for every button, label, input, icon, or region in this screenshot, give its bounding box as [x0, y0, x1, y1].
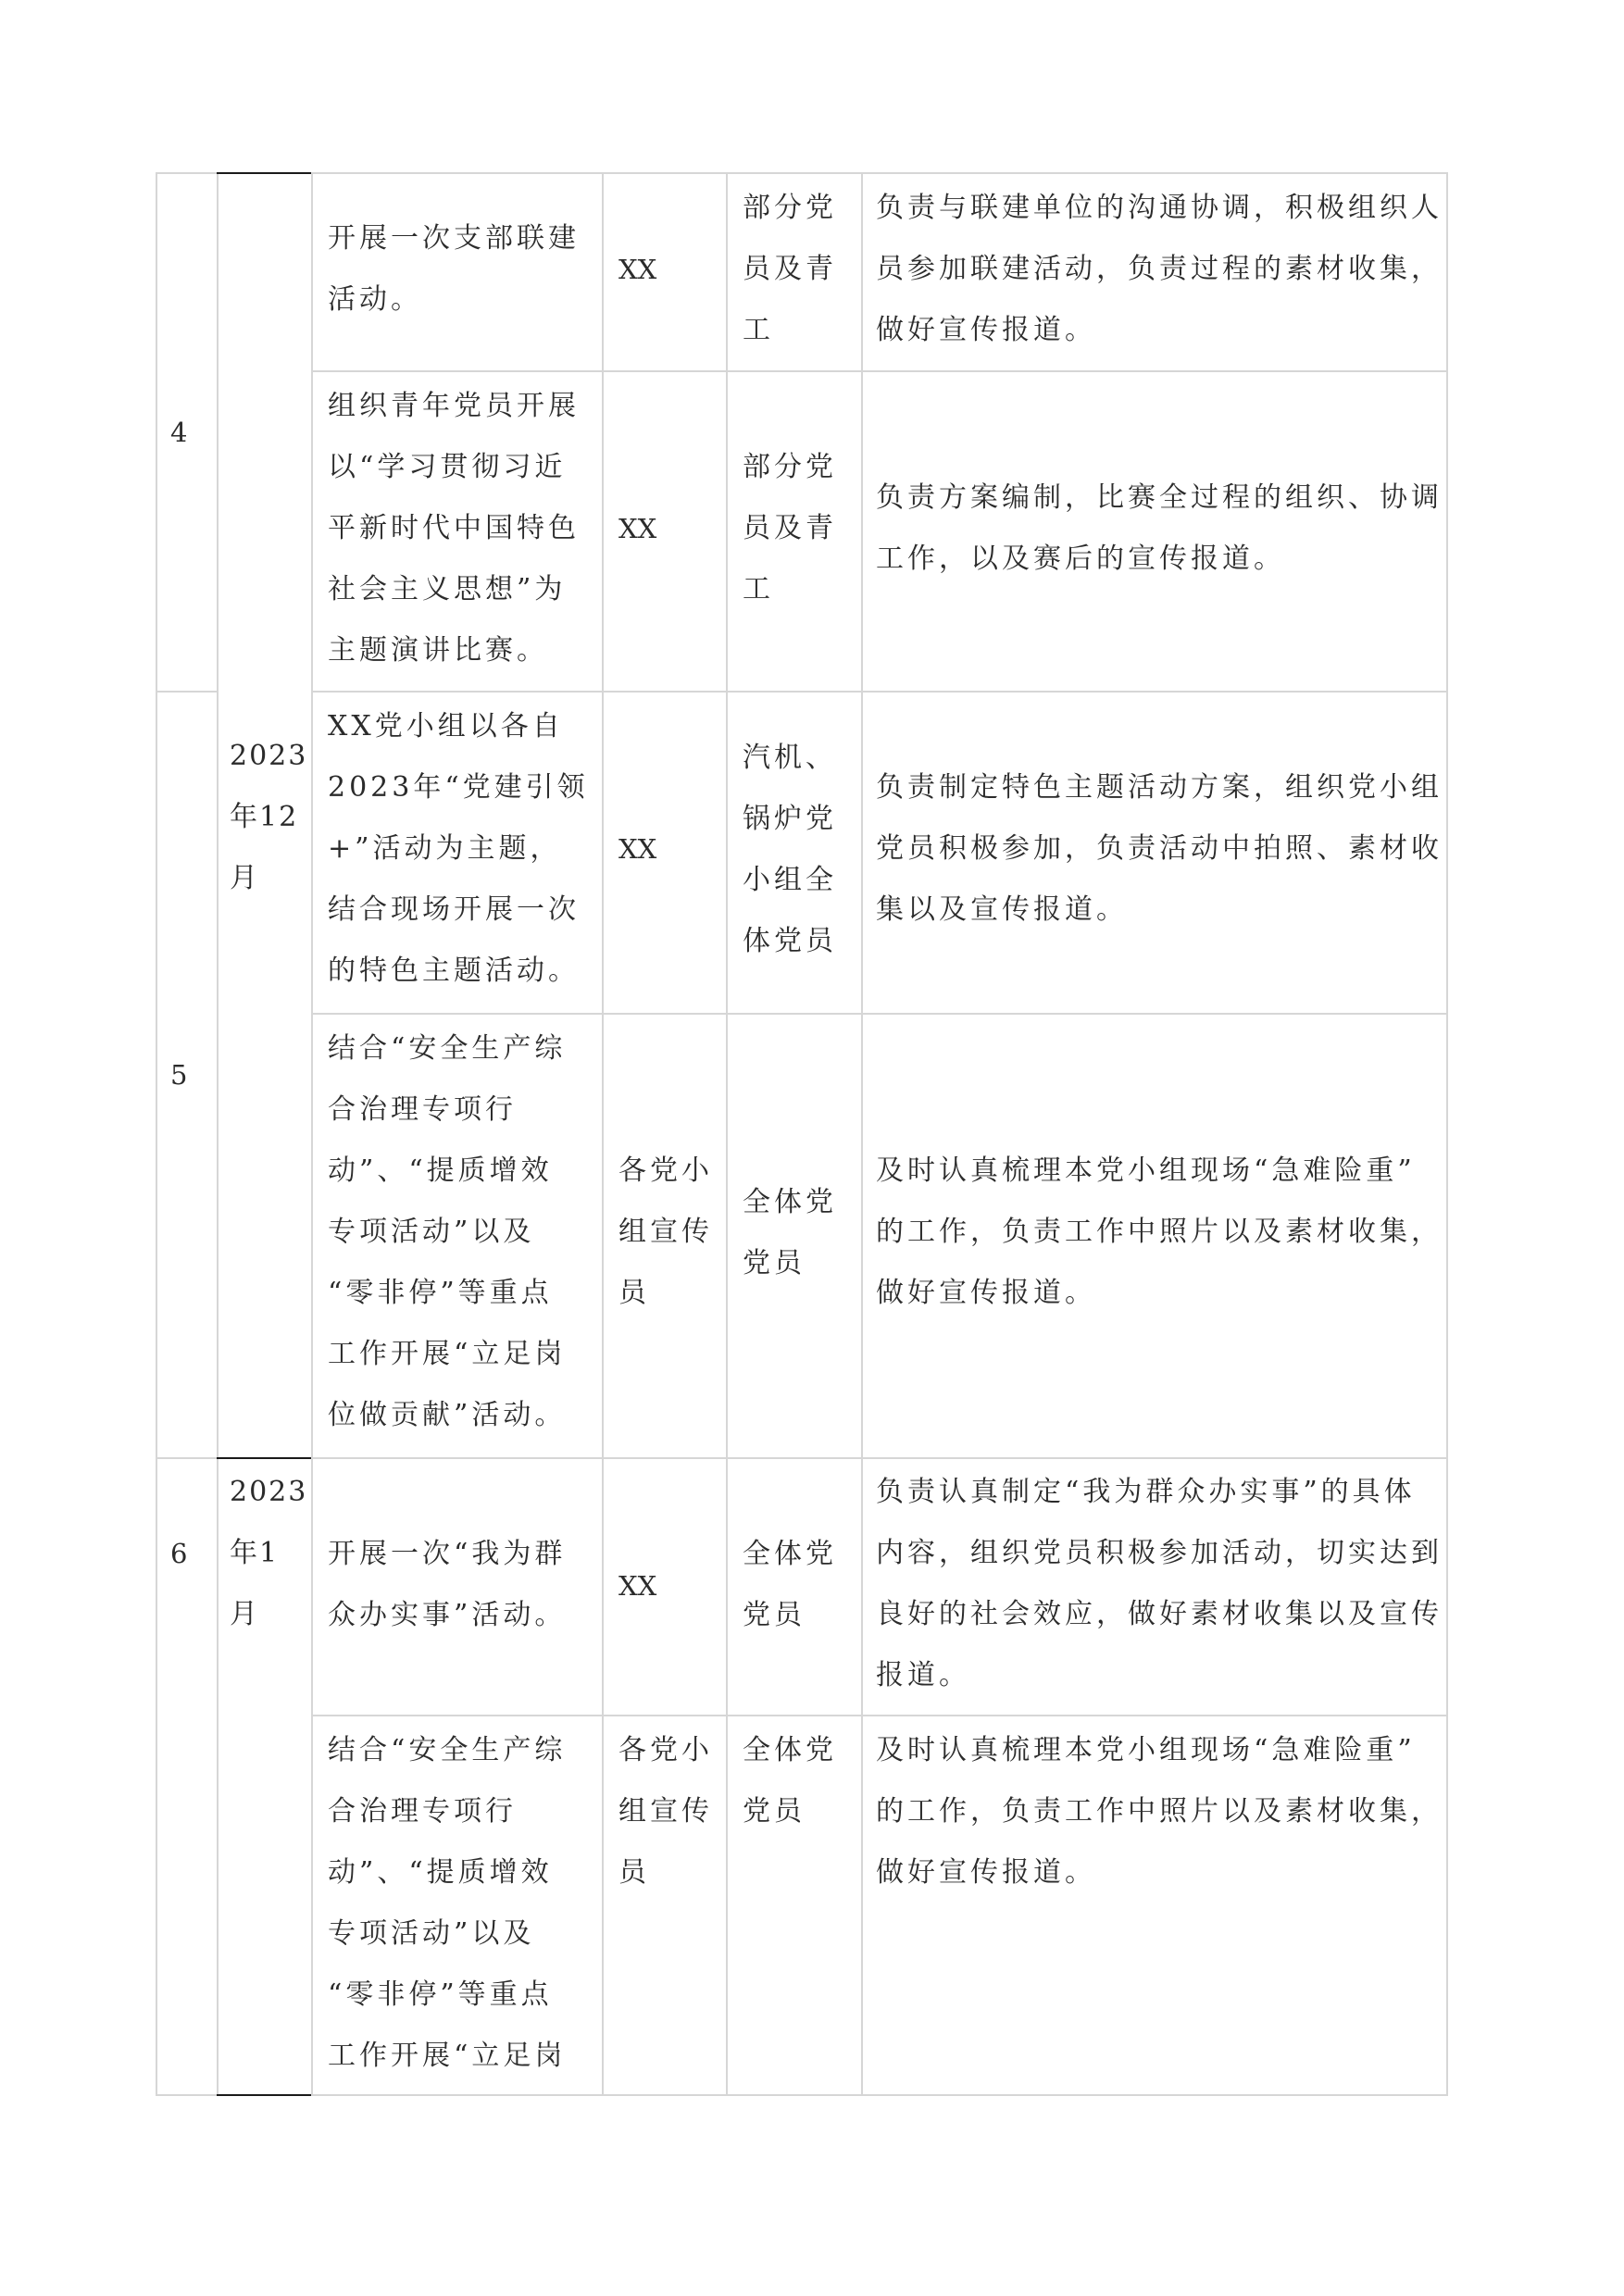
duty-cell: 及时认真梳理本党小组现场“急难险重” 的工作，负责工作中照片以及素材收集， 做好宣传报道。 [876, 1154, 1443, 1309]
activity-cell: XX党小组以各自 2023年“党建引领 +”活动为主题， 结合现场开展一次 的特色主题活动。 [328, 710, 589, 987]
row-divider [156, 1457, 1448, 1459]
activity-cell: 结合“安全生产综 合治理专项行 动”、“提质增效 专项活动”以及 “零非停”等重点 工作开展“立足岗 位做贡献”活动。 [328, 1032, 567, 1431]
schedule-table [156, 172, 1448, 2096]
date-cell-top-rule [217, 1457, 311, 1459]
col-divider-participants [726, 172, 728, 2096]
row-divider [311, 370, 1448, 372]
owner-cell: XX [618, 833, 657, 865]
row-number [157, 693, 217, 1457]
duty-cell: 负责方案编制，比赛全过程的组织、协调 工作，以及赛后的宣传报道。 [876, 481, 1443, 575]
duty-cell: 负责认真制定“我为群众办实事”的具体 内容，组织党员积极参加活动，切实达到 良好的社会效应，做好素材收集以及宣传 报道。 [876, 1476, 1443, 1691]
participants-cell: 全体党 党员 [743, 1734, 837, 1828]
row-divider [311, 1013, 1448, 1015]
duty-cell: 及时认真梳理本党小组现场“急难险重” 的工作，负责工作中照片以及素材收集， 做好宣传报道。 [876, 1734, 1443, 1889]
owner-cell: 各党小 组宣传 员 [618, 1154, 713, 1309]
participants-cell: 部分党 员及青 工 [743, 192, 837, 346]
date-cell: 2023 年1 月 [230, 1476, 308, 1630]
duty-cell: 负责制定特色主题活动方案，组织党小组 党员积极参加，负责活动中拍照、素材收 集以及宣传报道。 [876, 771, 1443, 926]
activity-cell: 组织青年党员开展 以“学习贯彻习近 平新时代中国特色 社会主义思想”为 主题演讲比赛。 [328, 390, 580, 667]
col-divider-date [217, 172, 219, 2096]
col-divider-owner [602, 172, 604, 2096]
row-number [170, 1462, 217, 1584]
owner-cell: XX [618, 1570, 657, 1602]
activity-cell: 开展一次支部联建 活动。 [328, 222, 580, 316]
table-border-bottom [156, 2094, 1448, 2096]
owner-cell: XX [618, 254, 657, 285]
activity-cell: 结合“安全生产综 合治理专项行 动”、“提质增效 专项活动”以及 “零非停”等重点 工作开展“立足岗 [328, 1734, 567, 2072]
table-border-top [156, 172, 1448, 174]
participants-cell: 全体党 党员 [743, 1186, 837, 1279]
activity-cell: 开展一次“我为群 众办实事”活动。 [328, 1538, 567, 1631]
row-number-text: 4 [170, 417, 188, 448]
participants-cell: 全体党 党员 [743, 1538, 837, 1631]
col-divider-activity [311, 172, 313, 2096]
owner-cell: 各党小 组宣传 员 [618, 1734, 713, 1889]
row-divider [311, 691, 1448, 693]
participants-cell: 部分党 员及青 工 [743, 451, 837, 605]
col-divider-duty [861, 172, 863, 2096]
row-number-text: 6 [170, 1538, 188, 1569]
date-cell-bottom-rule [217, 2094, 311, 2096]
duty-cell: 负责与联建单位的沟通协调，积极组织人 员参加联建活动，负责过程的素材收集， 做好宣传报道。 [876, 192, 1443, 346]
row-number-text: 5 [170, 1059, 188, 1091]
date-cell: 2023 年12 月 [230, 740, 308, 894]
row-divider [311, 1715, 1448, 1716]
owner-cell: XX [618, 513, 657, 544]
table-border-right [1446, 172, 1448, 2096]
participants-cell: 汽机、 锅炉党 小组全 体党员 [743, 742, 837, 957]
date-cell-top-rule [217, 172, 311, 174]
row-number [157, 174, 217, 691]
